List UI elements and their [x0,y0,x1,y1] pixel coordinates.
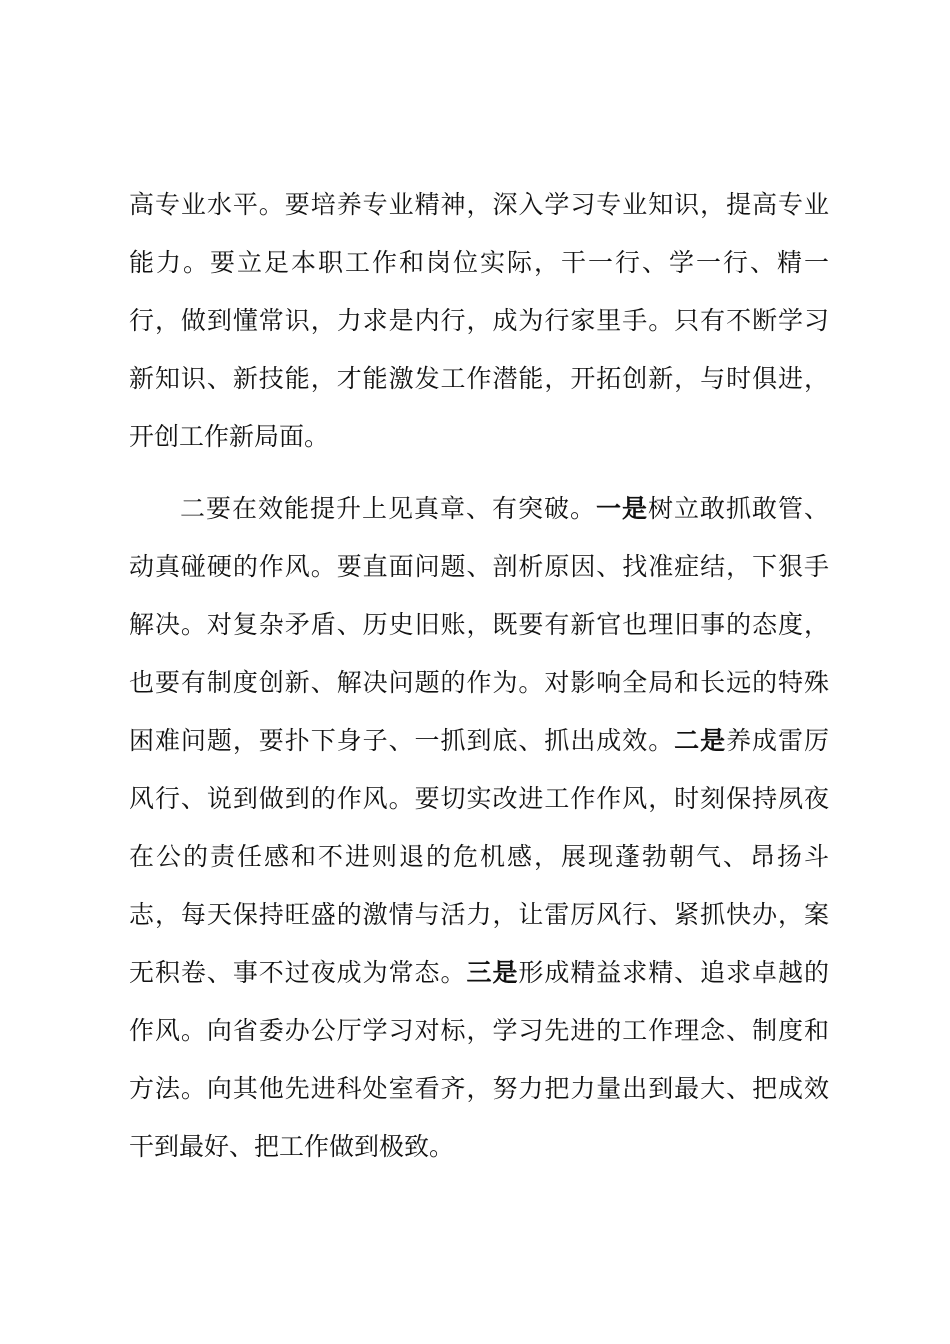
paragraph-line [129,480,829,538]
paragraph-line: 风行、说到做到的作风。要切实改进工作作风，时刻保持夙夜 [129,784,829,813]
paragraph-line: 开创工作新局面。 [129,422,330,451]
paragraph-line: 干到最好、把工作做到极致。 [129,1132,455,1161]
paragraph-text: 困难问题，要扑下身子、一抓到底、抓出成效。 [129,726,675,755]
paragraph-line: 新知识、新技能，才能激发工作潜能，开拓创新，与时俱进， [129,364,829,393]
paragraph-line: 解决。对复杂矛盾、历史旧账，既要有新官也理旧事的态度， [129,610,829,639]
paragraph-line [129,944,829,1002]
paragraph-line: 行，做到懂常识，力求是内行，成为行家里手。只有不断学习 [129,306,829,335]
paragraph-line: 能力。要立足本职工作和岗位实际，干一行、学一行、精一 [129,248,829,277]
paragraph-line: 高专业水平。要培养专业精神，深入学习专业知识，提高专业 [129,190,829,219]
paragraph-continuation [129,176,829,466]
paragraph-line: 在公的责任感和不进则退的危机感，展现蓬勃朝气、昂扬斗 [129,842,829,871]
paragraph-text: 树立敢抓敢管、 [647,494,829,523]
paragraph-text: 形成精益求精、追求卓越的 [518,958,829,987]
paragraph-text: 养成雷厉 [726,726,829,755]
paragraph-efficiency [129,480,829,1176]
paragraph-line: 作风。向省委办公厅学习对标，学习先进的工作理念、制度和 [129,1016,829,1045]
point-marker-three: 三是 [466,958,519,987]
point-marker-one: 一是 [595,494,648,523]
paragraph-line: 动真碰硬的作风。要直面问题、剖析原因、找准症结，下狠手 [129,552,829,581]
paragraph-line: 也要有制度创新、解决问题的作为。对影响全局和长远的特殊 [129,668,829,697]
paragraph-line: 方法。向其他先进科处室看齐，努力把力量出到最大、把成效 [129,1074,829,1103]
point-marker-two: 二是 [674,726,727,755]
paragraph-line [129,712,829,770]
paragraph-text: 无积卷、事不过夜成为常态。 [129,958,467,987]
paragraph-line: 志，每天保持旺盛的激情与活力，让雷厉风行、紧抓快办，案 [129,900,829,929]
section-heading-text: 二要在效能提升上见真章、有突破。 [179,494,596,523]
